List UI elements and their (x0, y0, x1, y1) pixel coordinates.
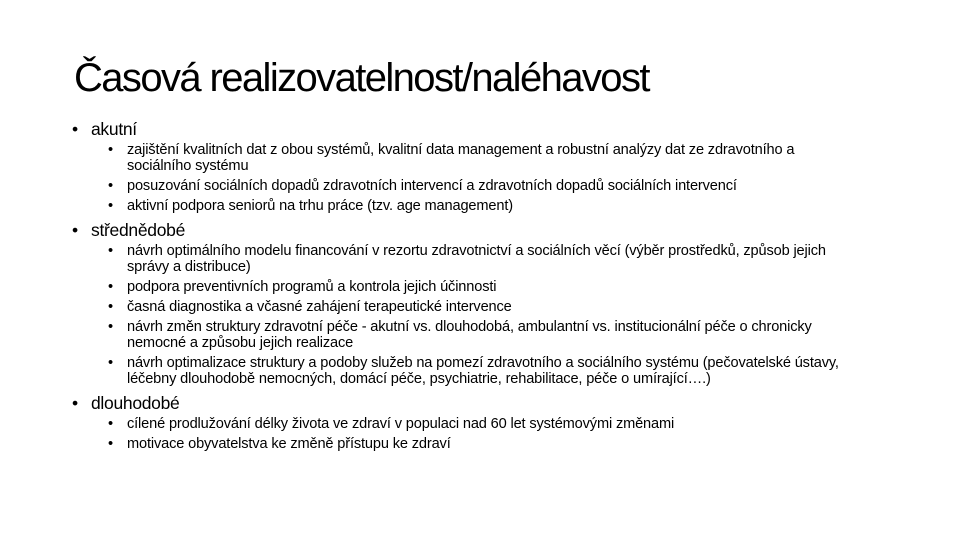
list-item-text: motivace obyvatelstva ke změně přístupu ke zdraví (127, 436, 451, 453)
list-item (108, 179, 857, 195)
bullet-icon: • (72, 392, 78, 413)
bullet-icon: • (108, 278, 113, 295)
bullet-icon: • (108, 197, 113, 214)
list-item (108, 143, 857, 174)
list-item-text: aktivní podpora seniorů na trhu práce (tzv. age management) (127, 197, 513, 214)
list-item (108, 437, 857, 453)
list-item-text: návrh změn struktury zdravotní péče - akutní vs. dlouhodobá, ambulantní vs. institucionální péče o chronicky nemocné a způsobu jejich realizace (127, 319, 812, 351)
section-heading (72, 219, 892, 241)
list-item-text: časná diagnostika a včasné zahájení terapeutické intervence (127, 299, 512, 316)
bullet-icon: • (108, 415, 113, 432)
bullet-icon: • (72, 119, 78, 139)
bullet-icon: • (108, 355, 113, 372)
sub-list (108, 244, 892, 387)
section-label: akutní (91, 119, 137, 139)
bullet-icon: • (108, 319, 113, 336)
sub-list (108, 143, 892, 215)
list-item (108, 199, 857, 215)
list-item (108, 244, 857, 275)
section-heading (72, 118, 892, 140)
bullet-icon: • (108, 243, 113, 260)
bullet-icon: • (72, 220, 78, 241)
bullet-icon: • (108, 299, 113, 316)
section-label: dlouhodobé (91, 392, 180, 413)
bullet-icon: • (108, 436, 113, 453)
list-item-text: zajištění kvalitních dat z obou systémů, kvalitní data management a robustní analýzy dat ze zdravotního a sociálního systému (127, 142, 795, 174)
bullet-icon: • (108, 142, 113, 158)
sub-list (108, 417, 892, 453)
list-item (108, 356, 857, 387)
list-item-text: podpora preventivních programů a kontrola jejich účinnosti (127, 278, 497, 295)
list-item-text: návrh optimalizace struktury a podoby služeb na pomezí zdravotního a sociálního systému (pečovatelské ústavy, léčebny dlouhodobě nemocných, domácí péče, psychiatrie, rehabilitace, péče o umírající….) (127, 355, 839, 387)
bullet-icon: • (108, 177, 113, 194)
slide-title: Časová realizovatelnost/naléhavost (74, 56, 649, 100)
list-item (108, 280, 857, 296)
list-item (108, 300, 857, 316)
list-item-text: cílené prodlužování délky života ve zdraví v populaci nad 60 let systémovými změnami (127, 415, 675, 432)
list-item (108, 417, 857, 433)
section-strednedobe (72, 219, 892, 387)
section-heading (72, 392, 892, 414)
slide-body (72, 118, 892, 457)
section-akutni (72, 118, 892, 215)
list-item-text: návrh optimálního modelu financování v rezortu zdravotnictví a sociálních věcí (výběr prostředků, způsob jejich správy a distribuce) (127, 243, 826, 275)
list-item-text: posuzování sociálních dopadů zdravotních intervencí a zdravotních dopadů sociálních intervencí (127, 177, 737, 194)
section-dlouhodobe (72, 392, 892, 453)
list-item (108, 320, 857, 351)
section-label: střednědobé (91, 220, 186, 241)
